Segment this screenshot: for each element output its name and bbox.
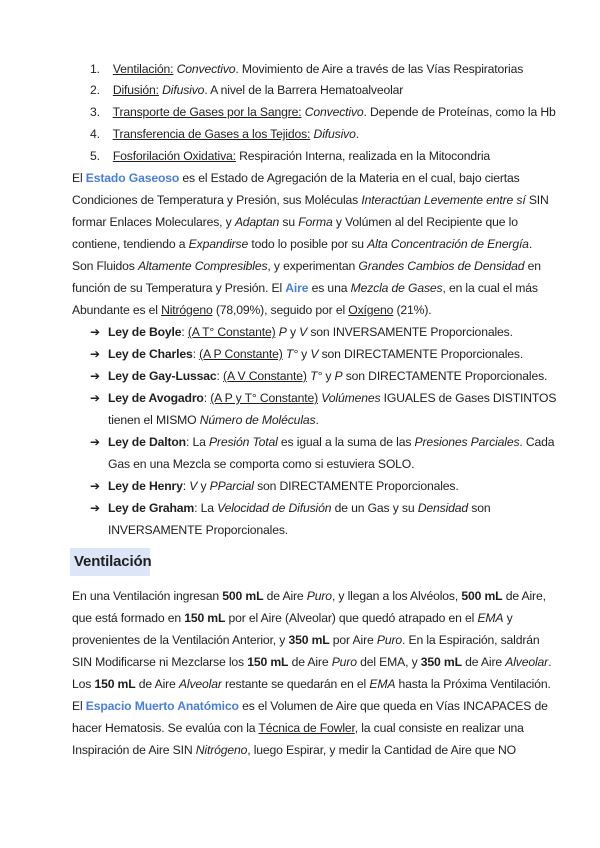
law-graham: ➔ Ley de Graham: La Velocidad de Difusión de un Gas y su Densidad son [90, 501, 491, 515]
paragraph-line: formar Enlaces Moleculares, y Adaptan su Forma y Volúmen al del Recipiente que lo [72, 215, 518, 229]
arrow-icon: ➔ [90, 435, 101, 449]
law-avogadro-cont: tienen el MISMO Número de Moléculas. [108, 413, 319, 427]
paragraph-line: función de su Temperatura y Presión. El Aire es una Mezcla de Gases, en la cual el más [72, 281, 538, 295]
list-number: 2. [90, 83, 100, 97]
law-graham-cont: INVERSAMENTE Proporcionales. [108, 523, 289, 537]
paragraph-line: Son Fluidos Altamente Compresibles, y experimentan Grandes Cambios de Densidad en [72, 259, 541, 273]
list-item [90, 148, 490, 164]
paragraph-line: contiene, tendiendo a Expandirse todo lo posible por su Alta Concentración de Energía. [72, 237, 533, 251]
list-title: Fosforilación Oxidativa: [112, 149, 236, 163]
list-type: Difusivo [313, 127, 356, 141]
paragraph-line: Condiciones de Temperatura y Presión, sus Moléculas Interactúan Levemente entre sí SIN [72, 193, 549, 207]
list-item [90, 104, 556, 120]
list-text: Respiración Interna, realizada en la Mitocondria [235, 149, 491, 163]
arrow-icon: ➔ [90, 369, 101, 383]
list-type: Difusivo [162, 83, 205, 97]
arrow-icon: ➔ [90, 501, 101, 515]
list-number: 5. [90, 149, 100, 163]
paragraph-line: Inspiración de Aire SIN Nitrógeno, luego Espirar, y medir la Cantidad de Aire que NO [72, 743, 517, 757]
list-number: 4. [90, 127, 100, 141]
arrow-icon: ➔ [90, 391, 101, 405]
paragraph-line: El Estado Gaseoso es el Estado de Agregación de la Materia en el cual, bajo ciertas [72, 171, 520, 185]
paragraph-line: El Espacio Muerto Anatómico es el Volumen de Aire que queda en Vías INCAPACES de [72, 699, 548, 713]
list-item [90, 61, 523, 77]
arrow-icon: ➔ [90, 347, 101, 361]
law-charles: ➔ Ley de Charles: (A P Constante) T° y V son DIRECTAMENTE Proporcionales. [90, 347, 524, 361]
paragraph-line: En una Ventilación ingresan 500 mL de Aire Puro, y llegan a los Alvéolos, 500 mL de Aire, [72, 589, 546, 603]
paragraph-line: hacer Hematosis. Se evalúa con la Técnica de Fowler, la cual consiste en realizar una [72, 721, 524, 735]
law-gay-lussac: ➔ Ley de Gay-Lussac: (A V Constante) T° y P son DIRECTAMENTE Proporcionales. [90, 369, 548, 383]
list-text: . A nivel de la Barrera Hematoalveolar [204, 83, 404, 97]
list-number: 1. [90, 62, 100, 76]
paragraph-line: Los 150 mL de Aire Alveolar restante se quedarán en el EMA hasta la Próxima Ventilación. [72, 677, 551, 691]
law-dalton: ➔ Ley de Dalton: La Presión Total es igual a la suma de las Presiones Parciales. Cada [90, 435, 555, 449]
paragraph-line: Abundante es el Nitrógeno (78,09%), seguido por el Oxígeno (21%). [72, 303, 432, 317]
list-text: . Movimiento de Aire a través de las Vías Respiratorias [235, 62, 524, 76]
list-item [90, 82, 403, 98]
list-title: Ventilación: [112, 62, 174, 76]
list-title: Difusión: [112, 83, 159, 97]
list-title: Transporte de Gases por la Sangre: [112, 105, 302, 119]
list-text: . [355, 127, 359, 141]
law-henry: ➔ Ley de Henry: V y PParcial son DIRECTAMENTE Proporcionales. [90, 479, 459, 493]
law-avogadro: ➔ Ley de Avogadro: (A P y T° Constante) Volúmenes IGUALES de Gases DISTINTOS [90, 391, 557, 405]
list-type: Convectivo [304, 105, 364, 119]
term-estado-gaseoso: Estado Gaseoso [85, 171, 180, 185]
law-boyle: ➔ Ley de Boyle: (A T° Constante) P y V son INVERSAMENTE Proporcionales. [90, 325, 513, 339]
list-number: 3. [90, 105, 100, 119]
term-aire: Aire [285, 281, 309, 295]
arrow-icon: ➔ [90, 479, 101, 493]
term-espacio-muerto: Espacio Muerto Anatómico [85, 699, 239, 713]
list-type: Convectivo [176, 62, 236, 76]
paragraph-line: que está formado en 150 mL por el Aire (Alveolar) que quedó atrapado en el EMA y [72, 611, 513, 625]
arrow-icon: ➔ [90, 325, 101, 339]
list-item [90, 126, 359, 142]
paragraph-line: SIN Modificarse ni Mezclarse los 150 mL de Aire Puro del EMA, y 350 mL de Aire Alveolar. [72, 655, 552, 669]
section-heading: Ventilación [74, 553, 152, 570]
law-dalton-cont: Gas en una Mezcla se comporta como si estuviera SOLO. [108, 457, 415, 471]
paragraph-line: provenientes de la Ventilación Anterior, y 350 mL por Aire Puro. En la Espiración, saldrán [72, 633, 540, 647]
list-title: Transferencia de Gases a los Tejidos: [112, 127, 311, 141]
list-text: . Depende de Proteínas, como la Hb [363, 105, 556, 119]
